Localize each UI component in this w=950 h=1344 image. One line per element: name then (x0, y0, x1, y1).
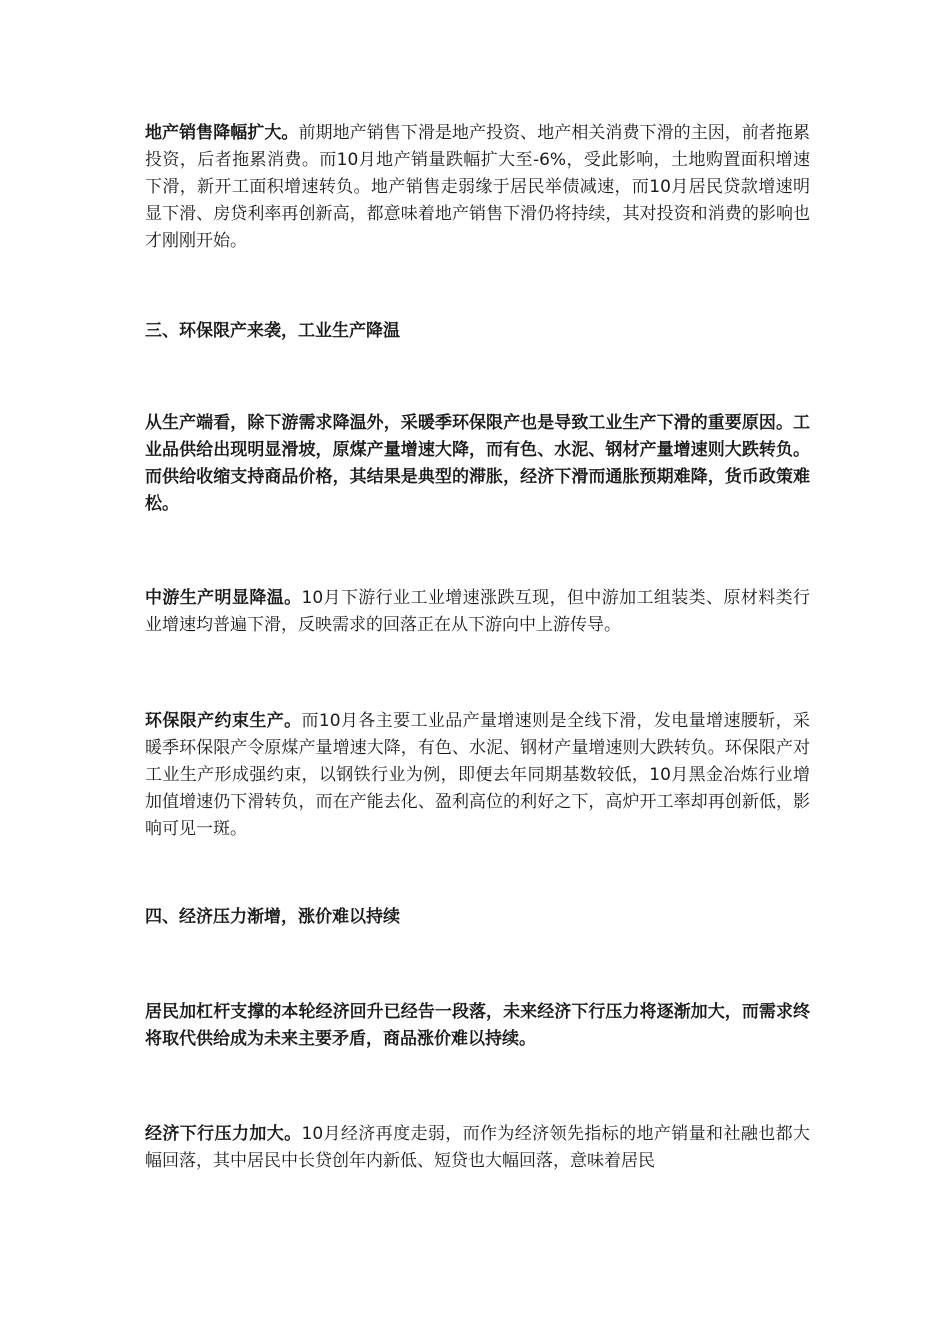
paragraph-lead: 环保限产约束生产。 (145, 711, 302, 731)
paragraph-body: 而10月各主要工业品产量增速则是全线下滑，发电量增速腰斩，采暖季环保限产令原煤产量增速大降，有色、水泥、钢材产量增速则大跌转负。环保限产对工业生产形成强约束，以钢铁行业为例，即便去年同期基数较低，10月黑金冶炼行业增加值增速仍下滑转负，而在产能去化、盈利高位的利好之下，高炉开工率却再创新低，影响可见一斑。 (145, 711, 810, 839)
paragraph-production-summary: 从生产端看，除下游需求降温外，采暖季环保限产也是导致工业生产下滑的重要原因。工业品供给出现明显滑坡，原煤产量增速大降，而有色、水泥、钢材产量增速则大跌转负。而供给收缩支持商品价格，其结果是典型的滞胀，经济下滑而通胀预期难降，货币政策难松。 (145, 413, 810, 514)
section-heading-3: 三、环保限产来袭，工业生产降温 (145, 321, 400, 341)
paragraph-midstream (145, 585, 810, 639)
paragraph-downward-pressure (145, 1121, 810, 1175)
paragraph-lead: 经济下行压力加大。 (145, 1124, 302, 1144)
paragraph-body: 前期地产销售下滑是地产投资、地产相关消费下滑的主因，前者拖累投资，后者拖累消费。而10月地产销量跌幅扩大至-6%，受此影响，土地购置面积增速下滑，新开工面积增速转负。地产销售走弱缘于居民举债减速，而10月居民贷款增速明显下滑、房贷利率再创新高，都意味着地产销售下滑仍将持续，其对投资和消费的影响也才刚刚开始。 (145, 123, 811, 251)
paragraph-lead: 地产销售降幅扩大。 (145, 123, 299, 143)
paragraph-economy-summary: 居民加杠杆支撑的本轮经济回升已经告一段落，未来经济下行压力将逐渐加大，而需求终将取代供给成为未来主要矛盾，商品涨价难以持续。 (145, 1002, 810, 1049)
paragraph-body: 10月下游行业工业增速涨跌互现，但中游加工组装类、原材料类行业增速均普遍下滑，反映需求的回落正在从下游向中上游传导。 (145, 588, 810, 635)
paragraph-environmental-limits (145, 708, 810, 843)
paragraph-lead: 中游生产明显降温。 (145, 588, 302, 608)
paragraph-body: 10月经济再度走弱，而作为经济领先指标的地产销量和社融也都大幅回落，其中居民中长贷创年内新低、短贷也大幅回落，意味着居民 (145, 1124, 810, 1171)
section-heading-4: 四、经济压力渐增，涨价难以持续 (145, 907, 400, 927)
paragraph-property-sales (145, 120, 810, 255)
